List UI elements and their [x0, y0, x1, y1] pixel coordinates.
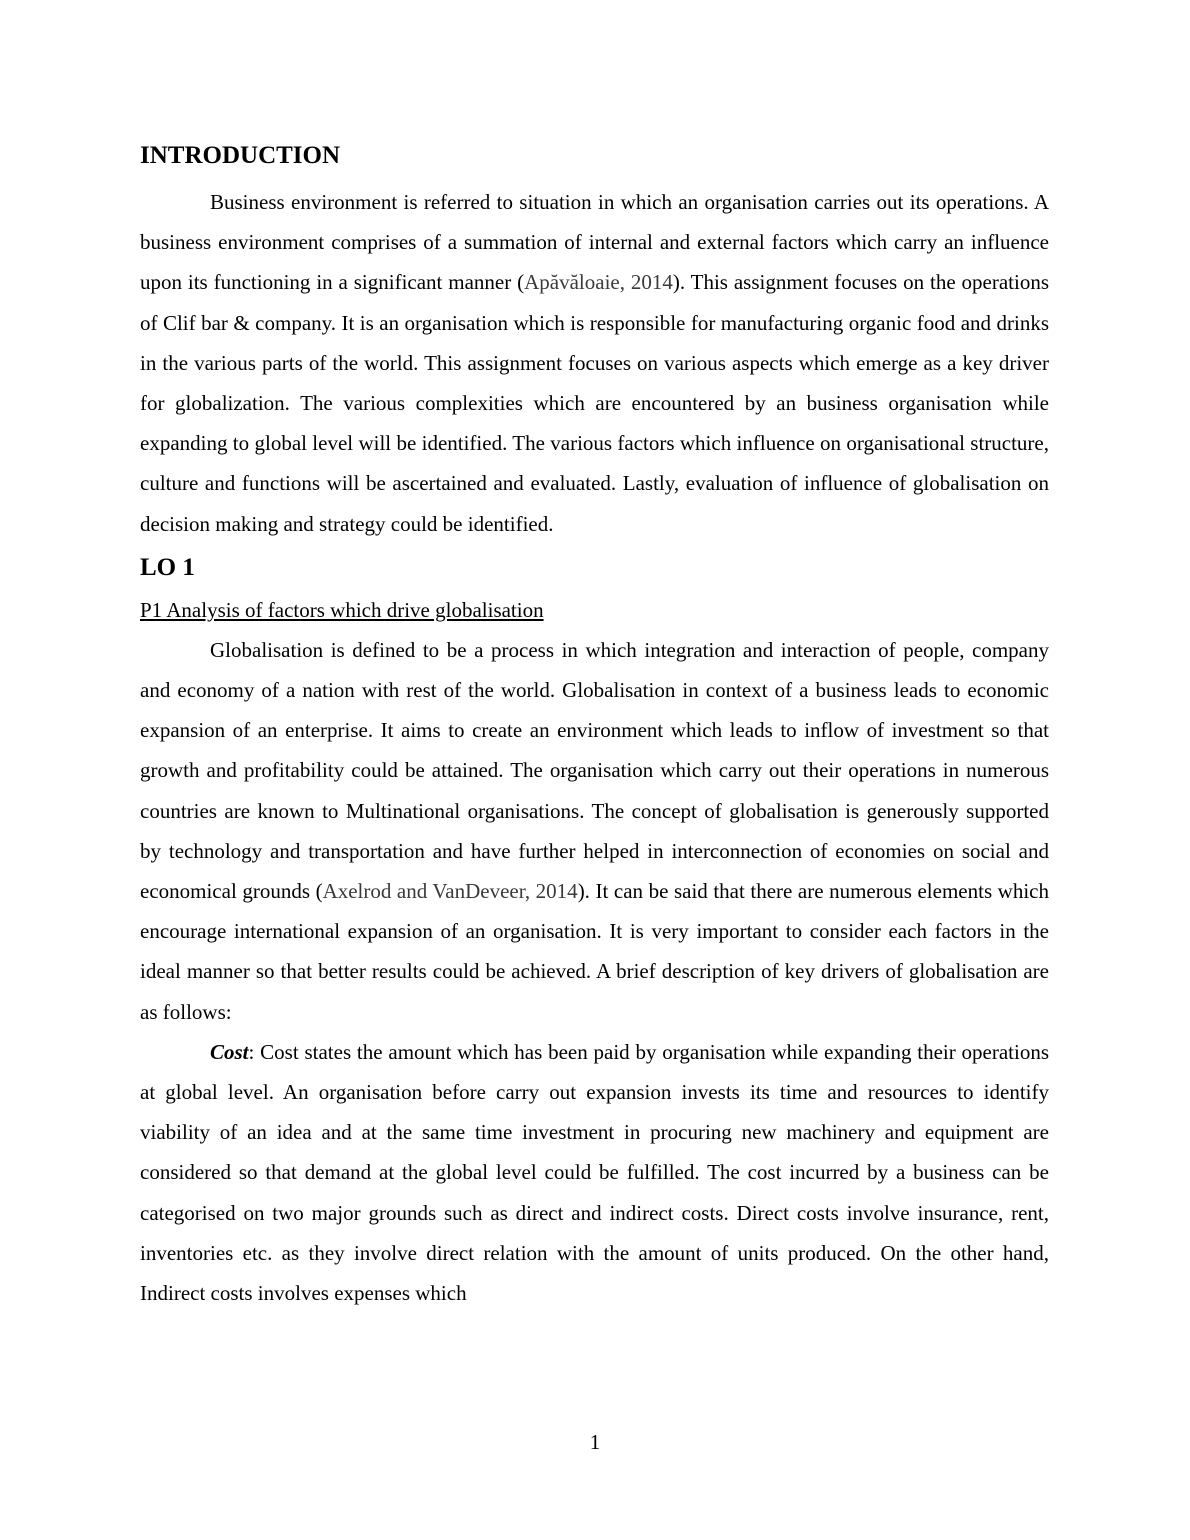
globalisation-citation: Axelrod and VanDeveer, 2014 [322, 879, 578, 904]
globalisation-text-part1: Globalisation is defined to be a process in which integration and interaction of people, company and economy of a nation with rest of the world. Globalisation in context of a business leads to economic expansion of an enterprise. It aims to create an environment which leads to inflow of investment so that growth and profitability could be attained. The organisation which carry out their operations in numerous countries are known to Multinational organisations. The concept of globalisation is generously supported by technology and transportation and have further helped in interconnection of economies on social and economical grounds ( [140, 637, 1049, 904]
cost-paragraph [140, 1032, 1049, 1313]
document-page [140, 138, 1049, 1313]
cost-text: : Cost states the amount which has been paid by organisation while expanding their operations at global level. An organisation before carry out expansion invests its time and resources to identify viability of an idea and at the same time investment in procuring new machinery and equipment are considered so that demand at the global level could be fulfilled. The cost incurred by a business can be categorised on two major grounds such as direct and indirect costs. Direct costs involve insurance, rent, inventories etc. as they involve direct relation with the amount of units produced. On the other hand, Indirect costs involves expenses which [140, 1039, 1049, 1306]
p1-subheading: P1 Analysis of factors which drive globalisation [140, 597, 544, 622]
globalisation-paragraph [140, 630, 1049, 1032]
cost-term: Cost [210, 1039, 249, 1064]
introduction-paragraph [140, 182, 1049, 544]
intro-citation: Apăvăloaie, 2014 [524, 270, 673, 295]
page-number: 1 [589, 1430, 601, 1454]
intro-text-part2: ). This assignment focuses on the operations of Clif bar & company. It is an organisation which is responsible for manufacturing organic food and drinks in the various parts of the world. This assignment focuses on various aspects which emerge as a key driver for globalization. The various complexities which are encountered by an business organisation while expanding to global level will be identified. The various factors which influence on organisational structure, culture and functions will be ascertained and evaluated. Lastly, evaluation of influence of globalisation on decision making and strategy could be identified. [140, 270, 1049, 536]
lo1-heading: LO 1 [140, 553, 195, 581]
globalisation-text-part2: ). It can be said that there are numerous elements which encourage international expansion of an organisation. It is very important to consider each factors in the ideal manner so that better results could be achieved. A brief description of key drivers of globalisation are as follows: [140, 879, 1049, 1024]
intro-text-part1: Business environment is referred to situation in which an organisation carries out its operations. A business environment comprises of a summation of internal and external factors which carry an influence upon its functioning in a significant manner ( [140, 190, 1049, 295]
introduction-heading: INTRODUCTION [140, 142, 341, 169]
